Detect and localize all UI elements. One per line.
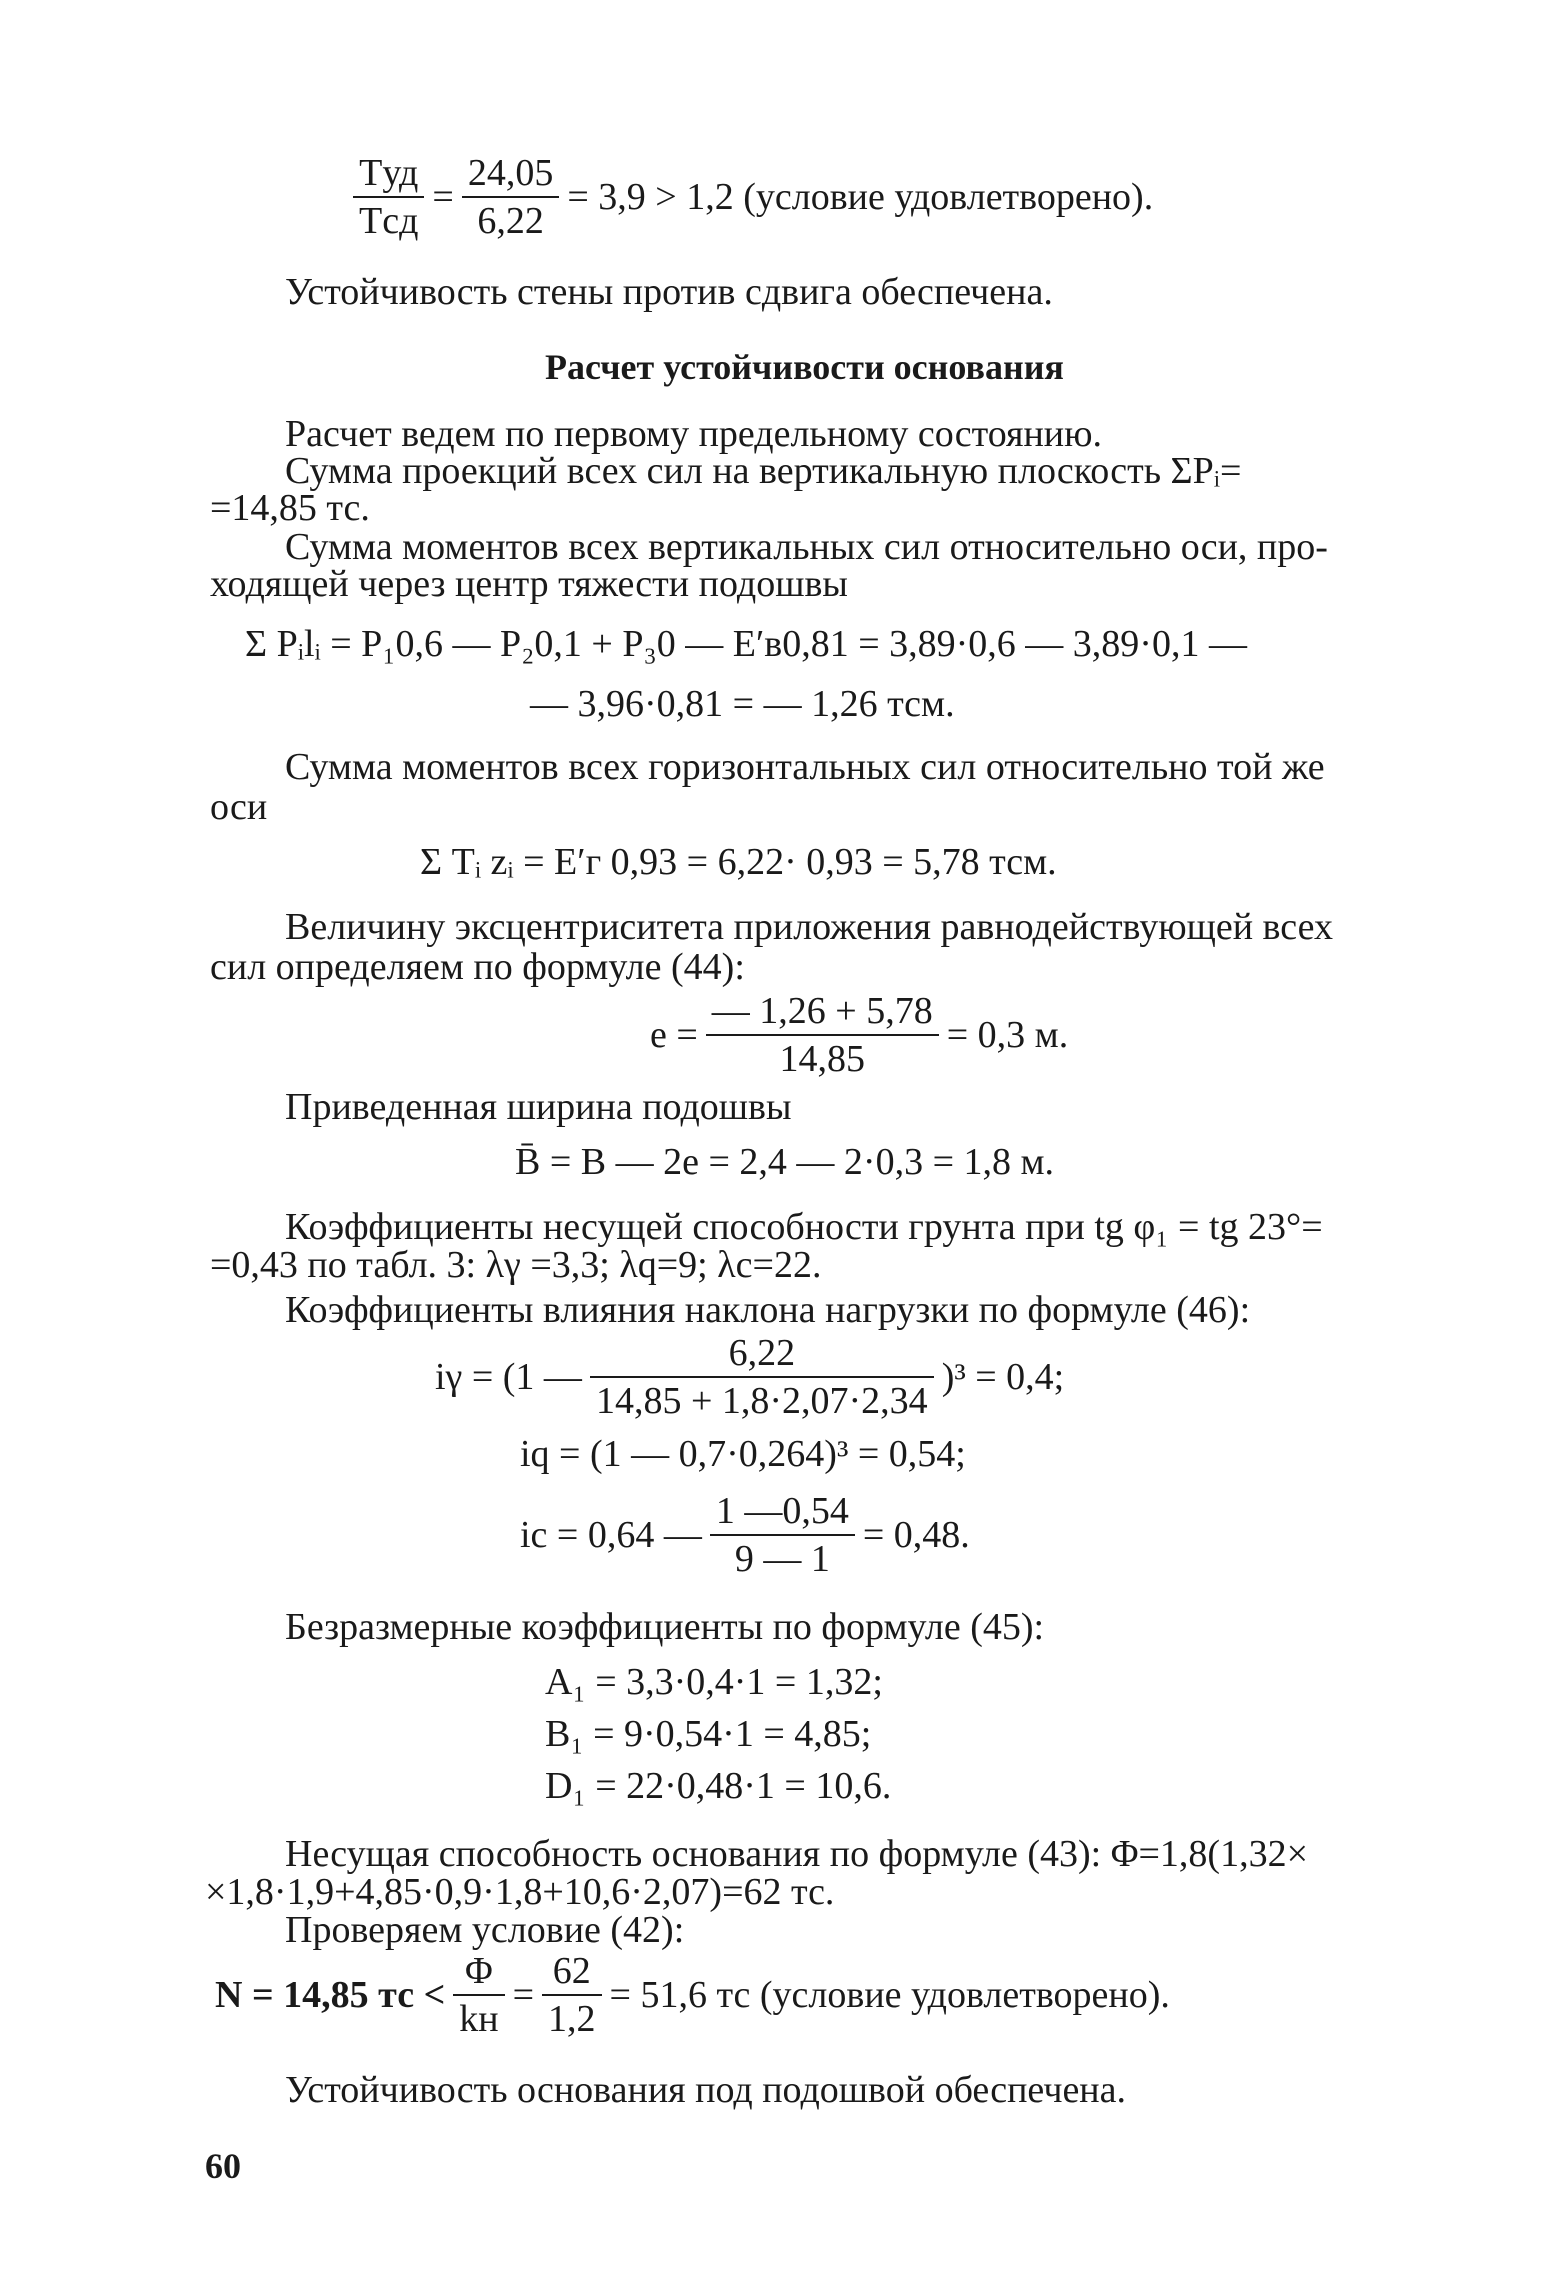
fraction-denominator: 14,85 + 1,8·2,07·2,34 — [595, 1380, 928, 1422]
fraction-i-gamma — [590, 1330, 934, 1424]
text-shear-stability: Устойчивость стены против сдвига обеспечена. — [285, 271, 1053, 313]
equals-sign: = — [512, 1974, 535, 2016]
page-number: 60 — [205, 2146, 241, 2186]
formula-check — [215, 1948, 1170, 2042]
formula-result: = 0,3 м. — [946, 1014, 1069, 1056]
paragraph-bearing-coefficients: Коэффициенты несущей способности грунта при tg φ₁ = tg 23°= — [285, 1206, 1323, 1248]
paragraph-horizontal-moments-cont: оси — [210, 786, 268, 828]
formula-result: = 3,9 > 1,2 (условие удовлетворено). — [567, 176, 1154, 218]
formula-eccentricity — [650, 988, 1068, 1082]
paragraph-projections-cont: =14,85 тс. — [210, 487, 370, 529]
paragraph-vertical-moments: Сумма моментов всех вертикальных сил относительно оси, про- — [285, 526, 1328, 568]
fraction-numerator: 1 —0,54 — [710, 1488, 855, 1536]
paragraph-inclination-coefficients: Коэффициенты влияния наклона нагрузки по формуле (46): — [285, 1289, 1251, 1331]
paragraph-eccentricity-cont: сил определяем по формуле (44): — [210, 946, 745, 988]
fraction-t-ratio — [353, 150, 424, 244]
fraction-denominator: 9 — 1 — [734, 1538, 830, 1580]
section-heading: Расчет устойчивости основания — [545, 347, 1064, 387]
fraction-numerator: 24,05 — [462, 150, 560, 198]
paragraph-bearing-coefficients-cont: =0,43 по табл. 3: λγ =3,3; λq=9; λc=22. — [210, 1244, 822, 1286]
paragraph-dimensionless-coefficients: Безразмерные коэффициенты по формуле (45): — [285, 1606, 1045, 1648]
formula-lhs: N = 14,85 тс < — [215, 1974, 446, 2016]
fraction-phi-k — [453, 1948, 504, 2042]
fraction-numerator: 62 — [542, 1948, 602, 1996]
formula-b1: B₁ = 9·0,54·1 = 4,85; — [545, 1713, 872, 1755]
formula-d1: D₁ = 22·0,48·1 = 10,6. — [545, 1765, 892, 1807]
fraction-numerator: Φ — [453, 1948, 504, 1996]
paragraph-projections: Сумма проекций всех сил на вертикальную плоскость ΣPᵢ= — [285, 450, 1242, 492]
fraction-denominator: 1,2 — [548, 1998, 596, 2040]
fraction-values — [542, 1948, 602, 2042]
formula-i-c — [520, 1488, 970, 1582]
formula-lhs: e = — [650, 1014, 698, 1056]
fraction-denominator: 6,22 — [477, 200, 544, 242]
paragraph-horizontal-moments: Сумма моментов всех горизонтальных сил относительно той же — [285, 746, 1325, 788]
formula-vertical-moments-2: — 3,96·0,81 = — 1,26 тсм. — [530, 683, 955, 725]
formula-result: )³ = 0,4; — [941, 1356, 1065, 1398]
formula-vertical-moments-1: Σ Pᵢlᵢ = P₁0,6 — P₂0,1 + P₃0 — E′в0,81 = 3,89·0,6 — 3,89·0,1 — — [245, 623, 1247, 665]
paragraph-method: Расчет ведем по первому предельному состоянию. — [285, 413, 1103, 455]
fraction-numerator: 6,22 — [590, 1330, 934, 1378]
formula-a1: A₁ = 3,3·0,4·1 = 1,32; — [545, 1661, 883, 1703]
paragraph-check-condition: Проверяем условие (42): — [285, 1909, 685, 1951]
formula-lhs: ic = 0,64 — — [520, 1514, 702, 1556]
fraction-numerator: — 1,26 + 5,78 — [706, 988, 939, 1036]
paragraph-bearing-capacity: Несущая способность основания по формуле (43): Φ=1,8(1,32× — [285, 1833, 1309, 1875]
fraction-eccentricity — [706, 988, 939, 1082]
fraction-i-c — [710, 1488, 855, 1582]
formula-i-gamma — [435, 1330, 1064, 1424]
paragraph-reduced-width: Приведенная ширина подошвы — [285, 1086, 792, 1128]
paragraph-bearing-capacity-cont: ×1,8·1,9+4,85·0,9·1,8+10,6·2,07)=62 тс. — [205, 1871, 835, 1913]
fraction-denominator: 14,85 — [779, 1038, 866, 1080]
equals-sign: = — [432, 176, 454, 218]
formula-result: = 51,6 тс (условие удовлетворено). — [609, 1974, 1170, 2016]
formula-lhs: iγ = (1 — — [435, 1356, 582, 1398]
formula-result: = 0,48. — [862, 1514, 970, 1556]
fraction-denominator: kн — [459, 1998, 499, 2040]
fraction-denominator: Tсд — [359, 200, 419, 242]
fraction-values — [462, 150, 560, 244]
paragraph-vertical-moments-cont: ходящей через центр тяжести подошвы — [210, 563, 848, 605]
paragraph-eccentricity: Величину эксцентриситета приложения равнодействующей всех — [285, 906, 1333, 948]
text-foundation-stability: Устойчивость основания под подошвой обеспечена. — [285, 2069, 1127, 2111]
formula-i-q: iq = (1 — 0,7·0,264)³ = 0,54; — [520, 1433, 966, 1475]
formula-shear-ratio — [345, 150, 1153, 244]
formula-horizontal-moments: Σ Tᵢ zᵢ = E′г 0,93 = 6,22· 0,93 = 5,78 тсм. — [420, 841, 1057, 883]
fraction-numerator: Tуд — [353, 150, 424, 198]
formula-reduced-width: B̄ = B — 2e = 2,4 — 2·0,3 = 1,8 м. — [515, 1141, 1055, 1183]
